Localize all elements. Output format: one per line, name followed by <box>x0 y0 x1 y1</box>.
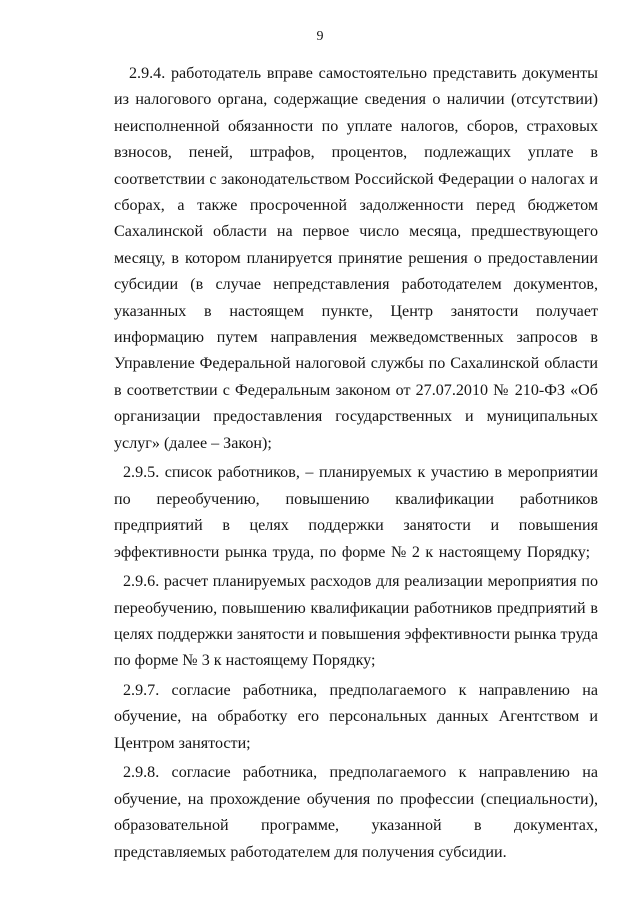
clause-2-9-5: 2.9.5. список работников, – планируемых к участию в мероприятии по переобучению, повышению квалификации работников предприятий в целях поддержки занятости и повышения эффективности рынка труда, по форме № 2 к настоящему Порядку; <box>114 464 598 561</box>
page-number: 9 <box>316 29 324 44</box>
clause-2-9-4: 2.9.4. работодатель вправе самостоятельно представить документы из налогового органа, содержащие сведения о наличии (отсутствии) неисполненной обязанности по уплате налогов, сборов, страховых взносов, пеней, штрафов, процентов, подлежащих уплате в соответствии с законодательством Российской Федерации о налогах и сборах, а также просроченной задолженности перед бюджетом Сахалинской области на первое число месяца, предшествующего месяцу, в котором планируется принятие решения о предоставлении субсидии (в случае непредставления работодателем документов, указанных в настоящем пункте, Центр занятости получает информацию путем направления межведомственных запросов в Управление Федеральной налоговой службы по Сахалинской области в соответствии с Федеральным законом от 27.07.2010 № 210-ФЗ «Об организации предоставления государственных и муниципальных услуг» (далее – Закон); <box>114 65 598 452</box>
clause-2-9-8: 2.9.8. согласие работника, предполагаемого к направлению на обучение, на прохождение обучения по профессии (специальности), образовательной программе, указанной в документах, представляемых работодателем для получения субсидии. <box>114 764 598 861</box>
clause-2-9-7: 2.9.7. согласие работника, предполагаемого к направлению на обучение, на обработку его персональных данных Агентством и Центром занятости; <box>114 681 598 752</box>
document-body <box>114 61 598 869</box>
clause-2-9-6: 2.9.6. расчет планируемых расходов для реализации мероприятия по переобучению, повышению квалификации работников предприятий в целях поддержки занятости и повышения эффективности рынка труда по форме № 3 к настоящему Порядку; <box>114 573 598 670</box>
